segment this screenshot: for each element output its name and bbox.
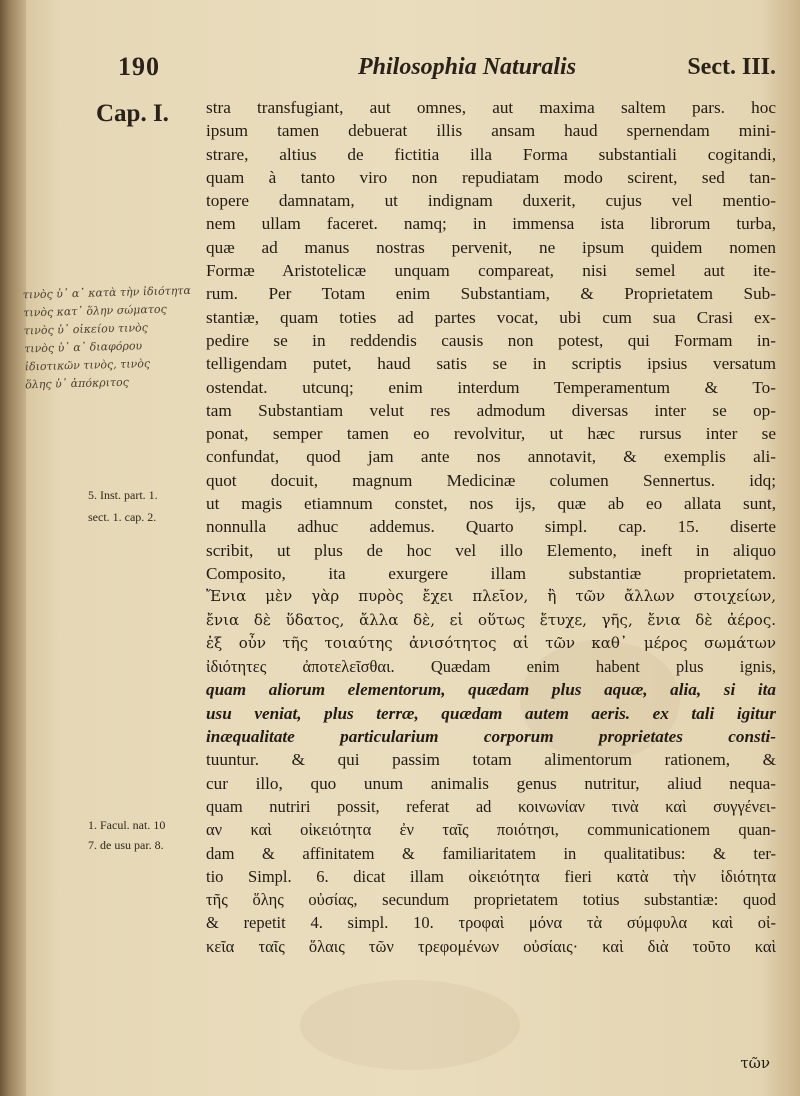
text-line: scribit, ut plus de hoc vel illo Elemento, ineft in aliquo	[206, 540, 776, 560]
text-line: τῆς ὅλης οὐσίας, secundum proprietatem totius substantiæ: quod	[206, 890, 776, 910]
text-line: inæqualitate particularium corporum proprietates consti-	[206, 727, 776, 747]
text-line: ἰδιότητες ἀποτελεῖσθαι. Quædam enim habent plus ignis,	[206, 657, 776, 677]
annotation-line: ἰδιοτικῶν τινὸς, τινὸς	[24, 357, 151, 374]
text-line: stantiæ, quam toties ad partes vocat, ubi cum sua Crasi ex-	[206, 307, 776, 327]
text-line: pedire se in reddendis causis non potest, qui Formam in-	[206, 330, 776, 350]
catchword: τῶν	[740, 1054, 770, 1072]
page-number: 190	[118, 52, 160, 81]
running-head	[100, 52, 780, 92]
text-line: αν καὶ οἰκειότητα ἐν ταῖς ποιότησι, communicationem quan-	[206, 820, 776, 840]
text-line: ut magis etiamnum constet, nos ijs, quæ ab eo allata sunt,	[206, 494, 776, 514]
text-line: ἔνια δὲ ὕδατος, ἄλλα δὲ, εἰ οὕτως ἔτυχε, γῆς, ἔνια δὲ ἀέρος.	[206, 610, 776, 629]
text-line: nem ullam faceret. namq; in immensa ista librorum turba,	[206, 214, 776, 234]
text-line: & repetit 4. simpl. 10. τροφαὶ μόνα τὰ σύμφυλα καὶ οἰ-	[206, 913, 776, 933]
text-line: cur illo, quo unum animalis genus nutritur, aliud nequa-	[206, 773, 776, 793]
text-line: telligendam putet, haud satis se in scriptis ipsius versatum	[206, 354, 776, 374]
text-line: tio Simpl. 6. dicat illam οἰκειότητα fieri κατὰ τὴν ἰδιότητα	[206, 866, 776, 886]
margin-note: 7. de usu par. 8.	[88, 838, 164, 852]
handwritten-annotation	[23, 282, 206, 395]
margin-note: sect. 1. cap. 2.	[88, 510, 157, 524]
paper-stain	[300, 980, 520, 1070]
text-line: ostendat. utcunq; enim interdum Temperamentum & To-	[206, 377, 776, 397]
running-title: Philosophia Naturalis	[358, 54, 577, 80]
text-line: rum. Per Totam enim Substantiam, & Proprietatem Sub-	[206, 284, 776, 304]
annotation-line: τινὸς ὑ᾽ α᾽ διαφόρου	[24, 339, 143, 356]
text-line: quot docuit, magnum Medicinæ columen Sennertus. idq;	[206, 470, 776, 490]
annotation-line: τινὸς κατ᾽ ὅλην σώματος	[23, 302, 167, 320]
text-line: Composito, ita exurgere illam substantiæ proprietatem.	[206, 563, 776, 583]
annotation-line: ὅλης ὑ᾽ ἀπόκριτος	[25, 375, 130, 392]
text-line: strare, altius de fictitia illa Forma substantiali cogitandi,	[206, 144, 776, 164]
text-line: quæ ad manus nostras pervenit, ne ipsum quidem nomen	[206, 237, 776, 257]
text-line: Ἔνια μὲν γὰρ πυρὸς ἔχει πλεῖον, ἢ τῶν ἄλλων στοιχείων,	[206, 587, 776, 606]
text-line: tuuntur. & qui passim totam alimentorum rationem, &	[206, 750, 776, 770]
text-line: quam nutriri possit, referat ad κοινωνίαν τινὰ καὶ συγγένει-	[206, 796, 776, 816]
annotation-line: τινὸς ὑ᾽ α᾽ κατὰ τὴν ἰδιότητα	[22, 283, 191, 302]
text-line: ipsum tamen debuerat illis ansam haud spernendam mini-	[206, 121, 776, 141]
page-gutter	[0, 0, 26, 1096]
text-line: tam Substantiam velut res admodum diversas inter se op-	[206, 400, 776, 420]
margin-note: 5. Inst. part. 1.	[88, 488, 158, 502]
text-line: quam à tanto viro non repudiatam modo scirent, sed tan-	[206, 167, 776, 187]
chapter-label: Cap. I.	[96, 100, 169, 127]
text-line: ponat, semper tamen eo revolvitur, ut hæc rursus inter se	[206, 424, 776, 444]
section-label: Sect. III.	[687, 54, 776, 80]
text-line: usu veniat, plus terræ, quædam autem aeris. ex tali igitur	[206, 703, 776, 723]
annotation-line: τινὸς ὑ᾽ οἰκείου τινὸς	[23, 321, 149, 338]
text-line: stra transfugiant, aut omnes, aut maxima saltem pars. hoc	[206, 98, 776, 117]
text-line: κεῖα ταῖς ὅλαις τῶν τρεφομένων οὐσίαις· καὶ διὰ τοῦτο καὶ	[206, 936, 776, 956]
text-line: quam aliorum elementorum, quædam plus aquæ, alia, si ita	[206, 680, 776, 700]
text-line: nonnulla adhuc addemus. Quarto simpl. cap. 15. diserte	[206, 517, 776, 537]
text-line: Formæ Aristotelicæ unquam compareat, nisi semel aut ite-	[206, 261, 776, 281]
text-line: dam & affinitatem & familiaritatem in qualitatibus: & ter-	[206, 843, 776, 863]
text-line: confundat, quod jam ante nos annotavit, & exemplis ali-	[206, 447, 776, 467]
margin-note: 1. Facul. nat. 10	[88, 818, 166, 832]
body-text	[206, 96, 776, 958]
text-line: ἐξ οὖν τῆς τοιαύτης ἀνισότητος αἱ τῶν καθ᾽ μέρος σωμάτων	[206, 633, 776, 652]
text-line: topere damnatam, ut indignam duxerit, cujus vel mentio-	[206, 191, 776, 211]
